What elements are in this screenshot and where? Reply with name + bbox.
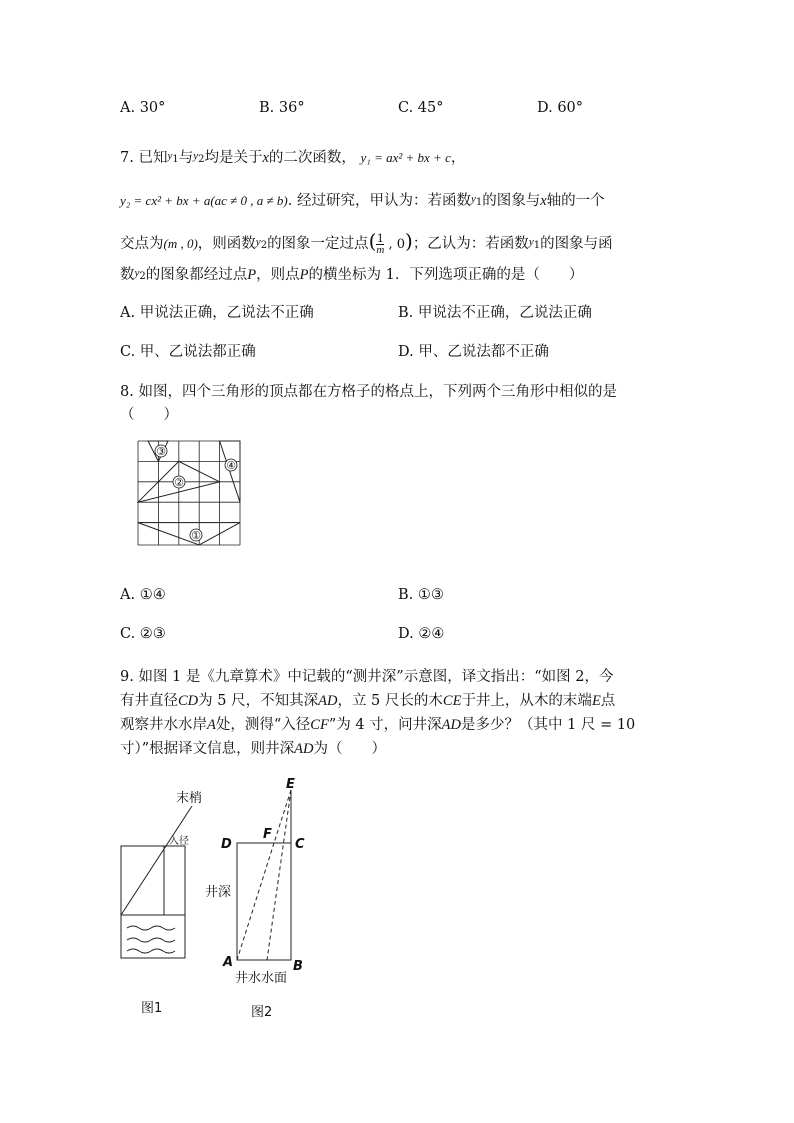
q7-line-1: 7. 已知$^y$1与$^y$2均是关于x的二次函数， y₁ = ax² + bx + c， bbox=[120, 150, 466, 166]
point-C: C bbox=[295, 837, 305, 852]
q8-option-d[interactable]: D. ②④ bbox=[398, 626, 445, 642]
point-A: A bbox=[223, 955, 234, 970]
fig2-side-label: 井深 bbox=[205, 885, 232, 900]
q7-option-b[interactable]: B. 甲说法不正确，乙说法正确 bbox=[398, 305, 592, 321]
q7-option-c[interactable]: C. 甲、乙说法都正确 bbox=[120, 344, 256, 360]
q7-option-a[interactable]: A. 甲说法正确，乙说法不正确 bbox=[120, 305, 314, 321]
point-F: F bbox=[263, 827, 272, 842]
q7-option-d[interactable]: D. 甲、乙说法都不正确 bbox=[398, 344, 549, 360]
q6-option-a[interactable]: A. 30° bbox=[120, 100, 166, 116]
q9-figure-2 bbox=[195, 770, 325, 1025]
line-fa bbox=[237, 843, 274, 960]
point-E: E bbox=[286, 777, 295, 792]
q7-line-4: 数$^y$2的图象都经过点P，则点P的横坐标为 1．下列选项正确的是（ ） bbox=[120, 267, 584, 283]
q8-line-2: （ ） bbox=[120, 407, 178, 423]
fig2-bottom-label: 井水水面 bbox=[235, 971, 288, 986]
q8-grid-figure bbox=[137, 440, 243, 548]
q7-line-2: y₂ = cx² + bx + a(ac ≠ 0 , a ≠ b). 经过研究，甲认为：若函数$^y$1的图象与x轴的一个 bbox=[120, 193, 605, 209]
fig1-top-label: 末梢 bbox=[176, 791, 203, 806]
label-2: ② bbox=[174, 476, 184, 489]
well-outline bbox=[121, 846, 185, 958]
water-waves bbox=[127, 926, 175, 953]
sight-line bbox=[121, 806, 192, 915]
fig2-caption: 图2 bbox=[251, 1005, 273, 1020]
point-B: B bbox=[293, 959, 303, 974]
q6-option-b[interactable]: B. 36° bbox=[259, 100, 305, 116]
point-D: D bbox=[221, 837, 232, 852]
label-4: ④ bbox=[226, 459, 236, 472]
q8-option-a[interactable]: A. ①④ bbox=[120, 587, 166, 603]
q7-fraction: $\frac{1}{m}$ bbox=[376, 231, 385, 256]
q8-line-1: 8. 如图，四个三角形的顶点都在方格子的格点上，下列两个三角形中相似的是 bbox=[120, 384, 617, 400]
line-ef bbox=[274, 790, 291, 843]
q8-option-b[interactable]: B. ①③ bbox=[398, 587, 444, 603]
q9-line-1: 9. 如图 1 是《九章算术》中记载的“测井深”示意图，译文指出：“如图 2，今 bbox=[120, 669, 614, 685]
label-1: ① bbox=[191, 529, 201, 542]
well-rect bbox=[237, 843, 291, 960]
q9-line-4: 寸）”根据译文信息，则井深AD为（ ） bbox=[120, 741, 387, 757]
triangle-1 bbox=[138, 523, 240, 545]
fig1-side-label: 入径 bbox=[169, 836, 189, 847]
q9-line-3: 观察井水水岸A处，测得“入径CF”为 4 寸，问井深AD是多少？（其中 1 尺 = 10 bbox=[120, 717, 636, 733]
line-e-bottom bbox=[267, 790, 291, 960]
fig1-caption: 图1 bbox=[141, 1001, 163, 1016]
q9-line-2: 有井直径CD为 5 尺，不知其深AD，立 5 尺长的木CE于井上，从木的末端E点 bbox=[120, 693, 616, 709]
q8-option-c[interactable]: C. ②③ bbox=[120, 626, 166, 642]
q6-option-d[interactable]: D. 60° bbox=[537, 100, 584, 116]
label-3: ③ bbox=[156, 445, 166, 458]
q6-option-c[interactable]: C. 45° bbox=[398, 100, 444, 116]
q7-line-3: 交点为(m , 0)，则函数$^y$2的图象一定过点( $\frac{1}{m}$ , 0)；乙认为：若函数$^y$1的图象与函 bbox=[120, 229, 613, 256]
